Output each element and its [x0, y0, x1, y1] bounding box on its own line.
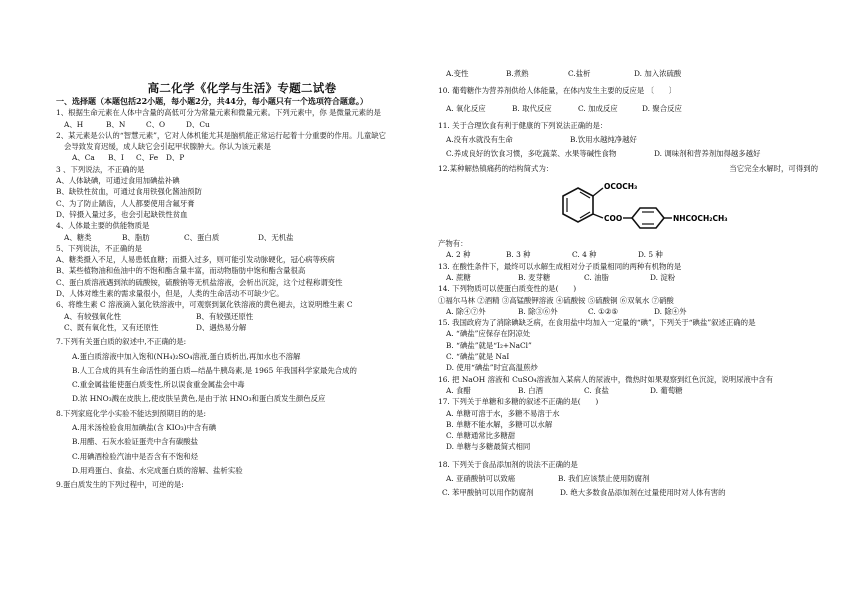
struct-label-right: NHCOCH₂CH₃ — [673, 214, 728, 224]
question-16 — [438, 374, 818, 397]
question-stem: 16. 把 NaOH 溶液和 CuSO₄溶液加入某病人的尿液中，微热时如果观察到红色沉淀，说明尿液中含有 — [438, 374, 774, 384]
option-c: C. 苯甲酸钠可以用作防腐剂 — [442, 488, 534, 498]
option-c: C. 食盐 — [584, 385, 609, 395]
option-a: A. 亚硝酸钠可以致癌 — [446, 474, 516, 484]
option-d: D、遇热易分解 — [196, 322, 247, 332]
option-a: A、H — [64, 119, 84, 129]
option-d: D、P — [166, 153, 185, 163]
question-stem: 3 、下列说法，不正确的是 — [56, 164, 145, 174]
question-stem: 2、某元素是公认的“智慧元素”，它对人体机能尤其是脑机能正常运行起着十分重要的作用。儿童缺它 — [56, 130, 387, 140]
option-b: B. 3 种 — [506, 250, 531, 260]
option-c: C.盐析 — [568, 69, 591, 78]
option-c: C.养成良好的饮食习惯，多吃蔬菜、水果等碱性食物 — [446, 149, 617, 159]
option-c: C、为了防止龋齿，人人都要使用含氟牙膏 — [56, 198, 195, 208]
option-c: C.用碘酒检验汽油中是否含有不饱和烃 — [72, 451, 198, 461]
option-c: C、蛋白质溶液遇到浓的硫酸铵，硫酸钠等无机盐溶液，会析出沉淀，这个过程称谓变性 — [56, 277, 343, 287]
option-d: D、人体对维生素的需求量很小，但是，人类的生命活动不可缺少它。 — [56, 289, 284, 299]
option-d: D. 淀粉 — [650, 272, 676, 282]
question-stem: 5、下列说法，不正确的是 — [56, 243, 143, 253]
question-2 — [56, 130, 428, 164]
option-a: A. 单糖可溶于水，多糖不易溶于水 — [446, 408, 560, 418]
structural-formula — [438, 176, 818, 238]
option-b: B、有较强还原性 — [196, 311, 254, 321]
option-c: C. ①②⑤ — [588, 306, 618, 316]
page-title: 高二化学《化学与生活》专题二试卷 — [147, 81, 337, 95]
question-7 — [56, 336, 428, 404]
option-d: D、锌摄入量过多，也会引起缺铁性贫血 — [56, 209, 188, 219]
question-18 — [438, 459, 818, 499]
question-4 — [56, 220, 428, 243]
option-a: A. 蔗糖 — [446, 272, 471, 282]
option-b: B.煮熟 — [506, 69, 529, 78]
option-d: D. 调味剂和营养剂加得越多越好 — [654, 149, 761, 159]
question-14 — [438, 283, 818, 317]
left-column — [56, 0, 428, 491]
option-a: A. 氧化反应 — [446, 103, 486, 113]
option-b: B.用醋、石灰水验证蛋壳中含有碳酸盐 — [72, 437, 199, 447]
option-a: A、糖类 — [64, 232, 92, 242]
option-d: D、无机盐 — [258, 232, 294, 242]
option-d: D. 聚合反应 — [642, 103, 682, 113]
question-stem-cont: 会导致发育迟缓，成人缺它会引起甲状腺肿大。你认为该元素是 — [64, 142, 271, 152]
option-d: D. 绝大多数食品添加剂在过量使用时对人体有害的 — [560, 488, 726, 498]
question-stem: 14. 下列物质可以使蛋白质变性的是( ) — [438, 284, 577, 294]
question-12 — [438, 163, 818, 261]
struct-label-mid: COO — [604, 214, 623, 224]
option-c: C、既有氧化性，又有还原性 — [64, 322, 159, 332]
option-d: D. 葡萄糖 — [650, 385, 683, 395]
question-stem: 13. 在酸性条件下，最终可以水解生成相对分子质量相同的两种有机物的是 — [438, 261, 682, 271]
option-b: B、I — [108, 153, 124, 163]
right-column — [438, 0, 818, 499]
option-a: A、有较强氧化性 — [64, 311, 122, 321]
struct-label-top: OCOCH₃ — [604, 182, 638, 192]
question-5 — [56, 243, 428, 299]
option-d: D. 单糖与多糖最简式相同 — [446, 442, 531, 452]
option-c: C、蛋白质 — [184, 232, 220, 242]
option-b: B. 单糖不能水解，多糖可以水解 — [446, 419, 553, 429]
option-b: B. 取代反应 — [512, 103, 552, 113]
question-11 — [438, 120, 818, 160]
question-1 — [56, 107, 428, 130]
option-c: C. 4 种 — [572, 250, 597, 260]
option-d: D.浓 HNO₃溅在皮肤上,使皮肤呈黄色,是由于浓 HNO₃和蛋白质发生颜色反应 — [72, 394, 326, 404]
question-15 — [438, 317, 818, 373]
option-a: A. 除④⑦外 — [446, 306, 486, 316]
question-10 — [438, 85, 818, 114]
question-stem: 10. 葡萄糖作为营养剂供给人体能量，在体内发生主要的反应是 〔 〕 — [438, 86, 677, 96]
option-a: A、糖类摄入不足，人易患低血糖；而摄入过多，则可能引发动脉硬化，冠心病等疾病 — [56, 255, 335, 265]
question-stem: 8.下列家庭化学小实验不能达到预期目的的是: — [56, 408, 206, 418]
option-a: A. “碘盐”应保存在阴凉处 — [446, 329, 531, 339]
option-a: A、人体缺碘，可通过食用加碘盐补碘 — [56, 176, 180, 186]
option-a: A.变性 — [446, 69, 469, 78]
question-stem: 17. 下列关于单糖和多糖的叙述不正确的是( ) — [438, 397, 599, 407]
option-c: C、Fe — [136, 153, 159, 163]
question-9-options — [438, 68, 818, 79]
question-stem-after: 产物有： — [438, 239, 468, 249]
option-b: B、脂肪 — [122, 232, 150, 242]
option-b: B. 我们应该禁止使用防腐剂 — [558, 474, 650, 484]
question-stem: 18. 下列关于食品添加剂的说法不正确的是 — [438, 459, 578, 469]
question-stem: 4、人体最主要的供能物质是 — [56, 221, 150, 231]
question-items: ①福尔马林 ②酒精 ③高锰酸钾溶液 ④硫酸铵 ⑤硫酸铜 ⑥双氧水 ⑦硝酸 — [438, 295, 674, 305]
option-b: B、N — [106, 119, 126, 129]
option-c: C. 油脂 — [584, 272, 609, 282]
option-b: B. “碘盐”就是“I₂+NaCl” — [446, 340, 532, 350]
option-c: C、O — [146, 119, 166, 129]
option-d: D. 除④外 — [654, 306, 687, 316]
question-13 — [438, 261, 818, 284]
option-c: C. 加成反应 — [578, 103, 618, 113]
option-b: B.人工合成的具有生命活性的蛋白质—结晶牛胰岛素,是 1965 年我国科学家最先合成的 — [72, 365, 357, 375]
option-d: D. 5 种 — [638, 250, 663, 260]
question-17 — [438, 396, 818, 452]
option-c: C. “碘盐”就是 NaI — [446, 352, 510, 362]
option-d: D、Cu — [186, 119, 210, 129]
question-stem-right: 当它完全水解时，可得到的 — [729, 163, 818, 173]
option-b: B、某些植物油和鱼油中的不饱和酯含量丰富，而动物脂肪中饱和酯含量很高 — [56, 266, 306, 276]
question-stem: 6、将维生素 C 溶液滴入氯化铁溶液中，可观察到氯化铁溶液的黄色褪去，这说明维生素 C — [56, 300, 353, 310]
question-6 — [56, 299, 428, 333]
option-d: D. 加入浓硫酸 — [634, 69, 682, 78]
option-b: B. 白酒 — [518, 385, 543, 395]
question-stem: 15. 我国政府为了消除碘缺乏病，在食用盐中均加入一定量的“碘”，下列关于“碘盐”叙述正确的是 — [438, 318, 756, 328]
question-stem: 7.下列有关蛋白质的叙述中,不正确的是: — [56, 337, 187, 347]
option-a: A. 食醋 — [446, 385, 471, 395]
option-a: A、Ca — [72, 153, 95, 163]
question-8 — [56, 408, 428, 476]
question-stem: 12.某种解热镇痛药的结构简式为： — [438, 163, 554, 173]
option-c: C.重金属盐能使蛋白质变性,所以误食重金属盐会中毒 — [72, 380, 245, 390]
question-stem: 11. 关于合理饮食有利于健康的下列说法正确的是： — [438, 120, 608, 130]
option-a: A.用米汤检验食用加碘盐(含 KIO₃)中含有碘 — [72, 423, 217, 433]
question-stem: 1、根据生命元素在人体中含量的高低可分为常量元素和微量元素。下列元素中，你 是微量元素的是 — [56, 108, 381, 118]
option-c: C. 单糖通常比多糖甜 — [446, 431, 516, 441]
option-b: B、缺铁性贫血，可通过食用铁强化酱油预防 — [56, 187, 202, 197]
option-a: A.没有水就没有生命 — [446, 135, 513, 145]
option-a: A.蛋白质溶液中加入饱和(NH₄)₂SO₄溶液,蛋白质析出,再加水也不溶解 — [72, 351, 301, 361]
question-3 — [56, 164, 428, 220]
option-b: B.饮用水越纯净越好 — [570, 135, 637, 145]
section-heading: 一、选择题（本题包括22小题，每小题2分，共44分，每小题只有一个选项符合题意。） — [56, 96, 368, 106]
question-9-stem: 9.蛋白质发生的下列过程中，可逆的是: — [56, 480, 184, 490]
option-a: A. 2 种 — [446, 250, 471, 260]
option-d: D. 使用“碘盐”时宜高温煎炒 — [446, 363, 538, 373]
option-d: D.用鸡蛋白、食盐、水完成蛋白质的溶解、盐析实验 — [72, 465, 243, 475]
option-b: B. 除③⑥外 — [518, 306, 558, 316]
molecule-diagram — [548, 176, 788, 238]
option-b: B. 麦芽糖 — [518, 272, 551, 282]
